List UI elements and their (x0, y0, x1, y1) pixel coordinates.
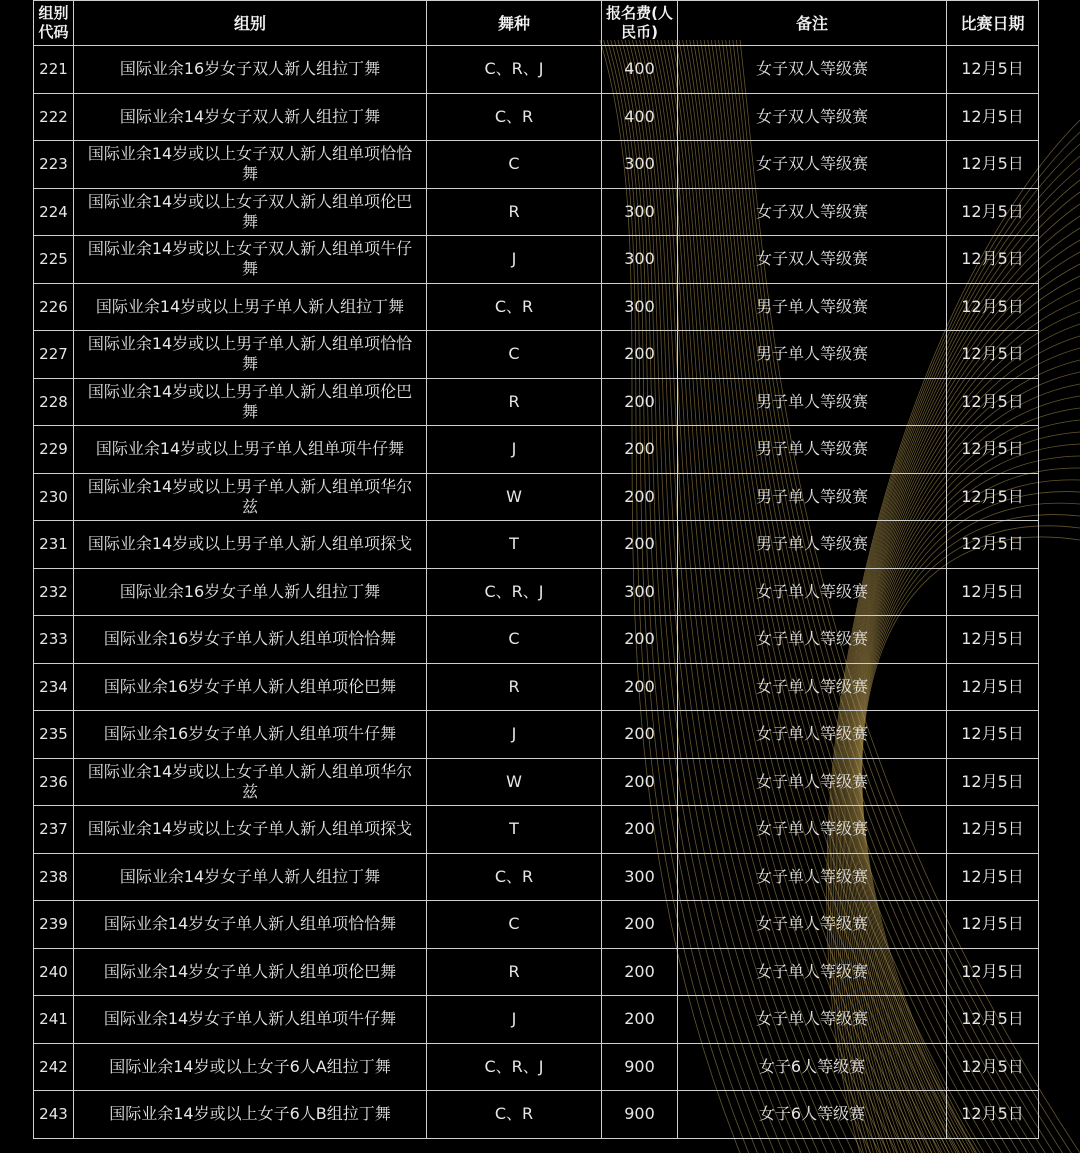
cell-dance: J (427, 711, 602, 759)
cell-fee: 300 (602, 188, 678, 236)
cell-note: 男子单人等级赛 (678, 521, 947, 569)
cell-dance: R (427, 663, 602, 711)
cell-dance: R (427, 948, 602, 996)
table-header-row (34, 1, 1039, 46)
table-row (34, 758, 1039, 806)
table-row (34, 568, 1039, 616)
cell-date: 12月5日 (947, 521, 1039, 569)
cell-dance: T (427, 806, 602, 854)
cell-note: 女子6人等级赛 (678, 1043, 947, 1091)
cell-code: 232 (34, 568, 74, 616)
cell-code: 239 (34, 901, 74, 949)
cell-group: 国际业余16岁女子单人新人组单项伦巴舞 (74, 663, 427, 711)
cell-code: 228 (34, 378, 74, 426)
table-row (34, 711, 1039, 759)
cell-code: 226 (34, 283, 74, 331)
header-dance: 舞种 (427, 1, 602, 46)
cell-code: 241 (34, 996, 74, 1044)
cell-dance: W (427, 473, 602, 521)
cell-group: 国际业余14岁女子单人新人组拉丁舞 (74, 853, 427, 901)
cell-note: 女子单人等级赛 (678, 711, 947, 759)
cell-dance: R (427, 378, 602, 426)
cell-note: 女子单人等级赛 (678, 806, 947, 854)
cell-fee: 200 (602, 378, 678, 426)
cell-fee: 200 (602, 996, 678, 1044)
cell-note: 女子单人等级赛 (678, 853, 947, 901)
cell-note: 女子双人等级赛 (678, 46, 947, 94)
header-fee: 报名费(人民币) (602, 1, 678, 46)
cell-code: 224 (34, 188, 74, 236)
header-code: 组别代码 (34, 1, 74, 46)
cell-date: 12月5日 (947, 188, 1039, 236)
cell-group: 国际业余14岁女子双人新人组拉丁舞 (74, 93, 427, 141)
cell-group: 国际业余16岁女子单人新人组单项恰恰舞 (74, 616, 427, 664)
cell-note: 女子单人等级赛 (678, 758, 947, 806)
cell-group: 国际业余14岁女子单人新人组单项恰恰舞 (74, 901, 427, 949)
cell-date: 12月5日 (947, 996, 1039, 1044)
table-row (34, 663, 1039, 711)
cell-group: 国际业余14岁或以上男子单人新人组单项探戈 (74, 521, 427, 569)
table-row (34, 283, 1039, 331)
table-row (34, 236, 1039, 284)
table-row (34, 141, 1039, 189)
cell-group: 国际业余14岁或以上男子单人新人组单项恰恰舞 (74, 331, 427, 379)
cell-dance: T (427, 521, 602, 569)
cell-note: 女子双人等级赛 (678, 236, 947, 284)
cell-note: 女子双人等级赛 (678, 188, 947, 236)
header-note: 备注 (678, 1, 947, 46)
cell-fee: 200 (602, 473, 678, 521)
cell-dance: C、R (427, 93, 602, 141)
cell-code: 221 (34, 46, 74, 94)
cell-date: 12月5日 (947, 758, 1039, 806)
cell-date: 12月5日 (947, 331, 1039, 379)
table-row (34, 378, 1039, 426)
cell-dance: C、R (427, 853, 602, 901)
cell-note: 女子双人等级赛 (678, 141, 947, 189)
cell-group: 国际业余14岁女子单人新人组单项伦巴舞 (74, 948, 427, 996)
cell-code: 231 (34, 521, 74, 569)
header-date: 比赛日期 (947, 1, 1039, 46)
cell-fee: 200 (602, 758, 678, 806)
cell-note: 男子单人等级赛 (678, 283, 947, 331)
cell-dance: W (427, 758, 602, 806)
cell-date: 12月5日 (947, 46, 1039, 94)
table-row (34, 521, 1039, 569)
cell-group: 国际业余14岁或以上女子双人新人组单项牛仔舞 (74, 236, 427, 284)
header-group: 组别 (74, 1, 427, 46)
cell-date: 12月5日 (947, 853, 1039, 901)
cell-code: 234 (34, 663, 74, 711)
cell-fee: 900 (602, 1091, 678, 1139)
cell-group: 国际业余16岁女子单人新人组单项牛仔舞 (74, 711, 427, 759)
cell-fee: 400 (602, 93, 678, 141)
cell-note: 女子单人等级赛 (678, 568, 947, 616)
cell-fee: 900 (602, 1043, 678, 1091)
cell-group: 国际业余14岁或以上女子双人新人组单项恰恰舞 (74, 141, 427, 189)
cell-date: 12月5日 (947, 378, 1039, 426)
cell-fee: 200 (602, 331, 678, 379)
cell-dance: J (427, 996, 602, 1044)
cell-group: 国际业余16岁女子单人新人组拉丁舞 (74, 568, 427, 616)
table-row (34, 1091, 1039, 1139)
cell-dance: J (427, 426, 602, 474)
cell-group: 国际业余14岁或以上女子单人新人组单项华尔兹 (74, 758, 427, 806)
table-row (34, 331, 1039, 379)
table-row (34, 188, 1039, 236)
table-row (34, 1043, 1039, 1091)
cell-note: 男子单人等级赛 (678, 426, 947, 474)
cell-dance: C、R (427, 1091, 602, 1139)
cell-date: 12月5日 (947, 948, 1039, 996)
cell-fee: 200 (602, 616, 678, 664)
cell-date: 12月5日 (947, 141, 1039, 189)
table-row (34, 996, 1039, 1044)
cell-group: 国际业余14岁或以上女子6人A组拉丁舞 (74, 1043, 427, 1091)
cell-code: 233 (34, 616, 74, 664)
cell-fee: 300 (602, 853, 678, 901)
cell-fee: 200 (602, 521, 678, 569)
cell-group: 国际业余16岁女子双人新人组拉丁舞 (74, 46, 427, 94)
table-row (34, 426, 1039, 474)
cell-note: 女子单人等级赛 (678, 901, 947, 949)
cell-code: 222 (34, 93, 74, 141)
cell-date: 12月5日 (947, 616, 1039, 664)
cell-date: 12月5日 (947, 663, 1039, 711)
cell-code: 238 (34, 853, 74, 901)
cell-group: 国际业余14岁或以上女子双人新人组单项伦巴舞 (74, 188, 427, 236)
cell-dance: C (427, 616, 602, 664)
table-row (34, 46, 1039, 94)
cell-code: 240 (34, 948, 74, 996)
cell-dance: C、R、J (427, 568, 602, 616)
cell-dance: C、R (427, 283, 602, 331)
cell-note: 女子单人等级赛 (678, 616, 947, 664)
cell-code: 237 (34, 806, 74, 854)
table-row (34, 853, 1039, 901)
cell-date: 12月5日 (947, 473, 1039, 521)
cell-fee: 200 (602, 711, 678, 759)
table-row (34, 948, 1039, 996)
competition-schedule-table (33, 0, 1039, 1139)
cell-note: 女子双人等级赛 (678, 93, 947, 141)
cell-fee: 200 (602, 948, 678, 996)
cell-note: 女子单人等级赛 (678, 663, 947, 711)
cell-note: 男子单人等级赛 (678, 331, 947, 379)
cell-dance: R (427, 188, 602, 236)
cell-group: 国际业余14岁女子单人新人组单项牛仔舞 (74, 996, 427, 1044)
table-row (34, 806, 1039, 854)
cell-group: 国际业余14岁或以上男子单人新人组单项华尔兹 (74, 473, 427, 521)
cell-code: 235 (34, 711, 74, 759)
cell-code: 227 (34, 331, 74, 379)
cell-date: 12月5日 (947, 1091, 1039, 1139)
cell-dance: C (427, 901, 602, 949)
table-row (34, 901, 1039, 949)
cell-group: 国际业余14岁或以上女子单人新人组单项探戈 (74, 806, 427, 854)
cell-fee: 200 (602, 901, 678, 949)
cell-code: 229 (34, 426, 74, 474)
cell-fee: 300 (602, 236, 678, 284)
cell-dance: C (427, 141, 602, 189)
cell-note: 女子单人等级赛 (678, 948, 947, 996)
cell-fee: 400 (602, 46, 678, 94)
cell-code: 243 (34, 1091, 74, 1139)
cell-fee: 200 (602, 806, 678, 854)
cell-date: 12月5日 (947, 426, 1039, 474)
cell-note: 女子6人等级赛 (678, 1091, 947, 1139)
cell-code: 223 (34, 141, 74, 189)
cell-note: 男子单人等级赛 (678, 378, 947, 426)
cell-group: 国际业余14岁或以上男子单人组单项牛仔舞 (74, 426, 427, 474)
cell-date: 12月5日 (947, 901, 1039, 949)
cell-fee: 300 (602, 141, 678, 189)
cell-date: 12月5日 (947, 1043, 1039, 1091)
cell-code: 236 (34, 758, 74, 806)
cell-date: 12月5日 (947, 236, 1039, 284)
cell-code: 225 (34, 236, 74, 284)
cell-date: 12月5日 (947, 568, 1039, 616)
cell-group: 国际业余14岁或以上男子单人新人组单项伦巴舞 (74, 378, 427, 426)
cell-fee: 300 (602, 568, 678, 616)
cell-date: 12月5日 (947, 283, 1039, 331)
cell-dance: C、R、J (427, 46, 602, 94)
cell-code: 242 (34, 1043, 74, 1091)
cell-group: 国际业余14岁或以上男子单人新人组拉丁舞 (74, 283, 427, 331)
cell-fee: 200 (602, 426, 678, 474)
cell-date: 12月5日 (947, 93, 1039, 141)
cell-code: 230 (34, 473, 74, 521)
cell-fee: 200 (602, 663, 678, 711)
cell-dance: C、R、J (427, 1043, 602, 1091)
cell-group: 国际业余14岁或以上女子6人B组拉丁舞 (74, 1091, 427, 1139)
cell-date: 12月5日 (947, 711, 1039, 759)
cell-dance: J (427, 236, 602, 284)
cell-note: 女子单人等级赛 (678, 996, 947, 1044)
table-row (34, 473, 1039, 521)
cell-dance: C (427, 331, 602, 379)
cell-fee: 300 (602, 283, 678, 331)
cell-date: 12月5日 (947, 806, 1039, 854)
table-row (34, 93, 1039, 141)
cell-note: 男子单人等级赛 (678, 473, 947, 521)
table-row (34, 616, 1039, 664)
